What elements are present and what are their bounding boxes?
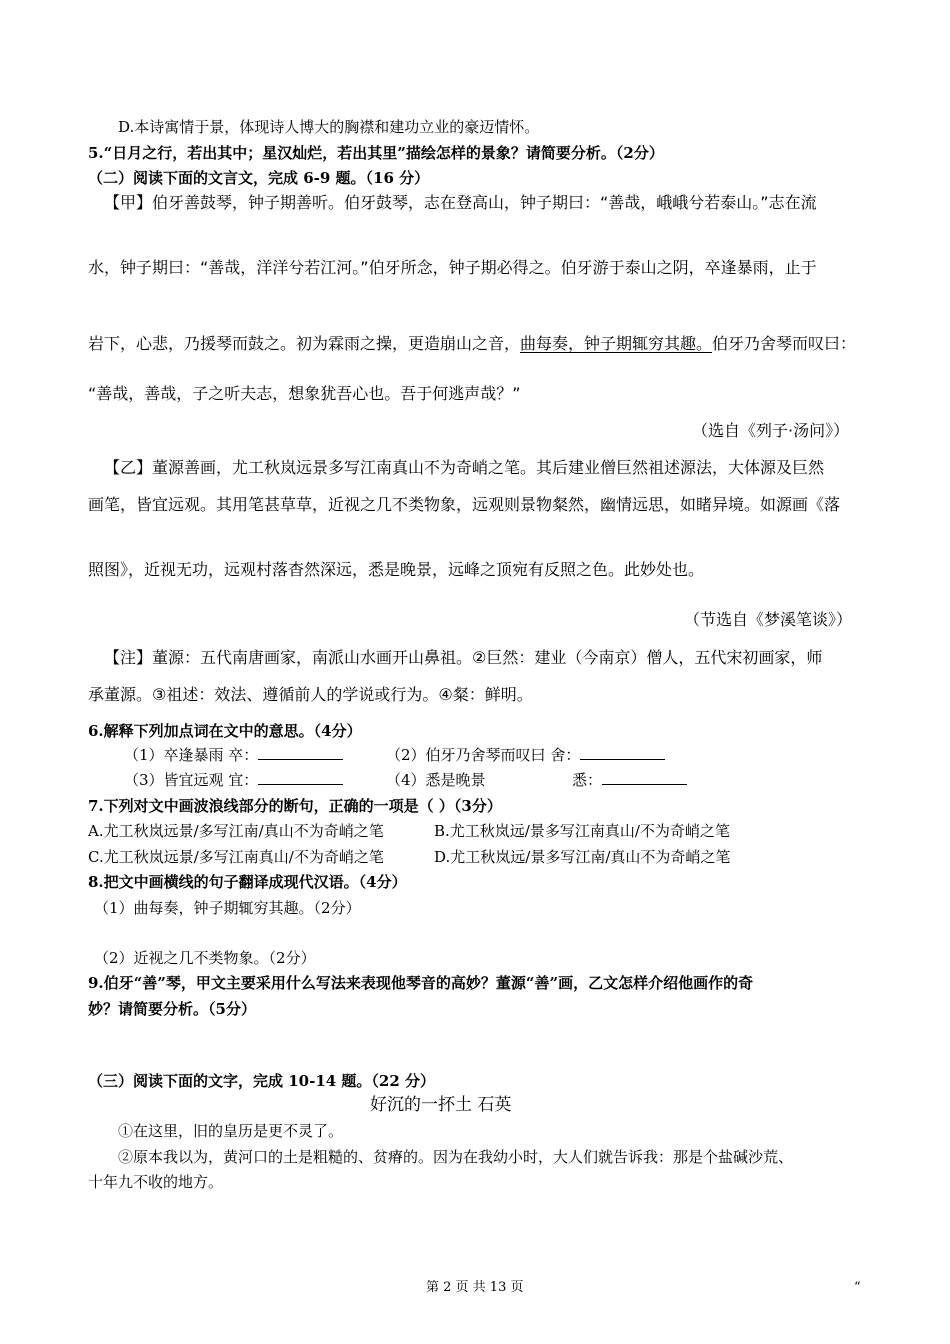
section-3-heading: （三）阅读下面的文字，完成 10-14 题。（22 分） [88,1072,436,1090]
passage-yi-line-1: 【乙】董源善画，尤工秋岚远景多写江南真山不为奇峭之笔。其后建业僧巨然祖述源法，大体源及巨然 [104,458,825,477]
passage-jia-line-3-tail: 伯牙乃舍琴而叹曰： [712,334,857,353]
source-1: （选自《列子·汤问》） [692,421,850,440]
source-2: （节选自《梦溪笔谈》） [684,610,853,629]
q6-item-4: （4）悉是晚景 [386,771,486,789]
question-5: 5.“日月之行，若出其中；星汉灿烂，若出其里”描绘怎样的景象？请简要分析。（2分） [88,144,664,162]
passage-jia-line-2: 水，钟子期曰：“善哉，洋洋兮若江河。”伯牙所念，钟子期必得之。伯牙游于泰山之阴，卒逢暴雨，止于 [88,258,817,277]
q6-item-1-text: （1）卒逢暴雨 卒： [124,746,259,764]
question-6: 6.解释下列加点词在文中的意思。（4分） [88,722,362,740]
q6-answer-blank-1[interactable] [258,745,343,760]
q6-item-1 [124,745,343,765]
q7-option-b: B.尤工秋岚远/景多写江南真山/不为奇峭之笔 [434,822,730,840]
passage-jia-line-3-text: 岩下，心悲，乃援琴而鼓之。初为霖雨之操，更造崩山之音， [88,334,521,353]
q7-option-d: D.尤工秋岚远/景多写江南/真山不为奇峭之笔 [434,848,731,866]
q6-item-3-text: （3）皆宜远观 宜： [124,771,259,789]
q6-answer-blank-4[interactable] [602,770,687,785]
page-footer: 第 2 页 共 13 页 [426,1280,524,1295]
q6-item-2-text: （2）伯牙乃舍琴而叹曰 舍： [386,746,581,764]
passage-jia-line-1: 【甲】伯牙善鼓琴，钟子期善听。伯牙鼓琴，志在登高山，钟子期曰：“善哉，峨峨兮若泰山。”志在流 [104,193,817,212]
note-line-1: 【注】董源：五代南唐画家，南派山水画开山鼻祖。②巨然：建业（今南京）僧人，五代宋初画家，师 [104,648,823,667]
corner-mark: “ [854,1280,861,1295]
passage-yi-line-3: 照图》，近视无功，远观村落杳然深远，悉是晚景，远峰之顶宛有反照之色。此妙处也。 [88,560,705,579]
paragraph-2-line-2: 十年九不收的地方。 [88,1173,224,1191]
question-9-line-1: 9.伯牙“善”琴，甲文主要采用什么写法来表现他琴音的高妙？董源“善”画，乙文怎样介绍他画作的奇 [88,974,754,992]
q6-item-4-label [572,770,687,790]
q7-option-a: A.尤工秋岚远景/多写江南/真山不为奇峭之笔 [88,822,384,840]
paragraph-2-line-1: ②原本我以为，黄河口的土是粗糙的、贫瘠的。因为在我幼小时，大人们就告诉我：那是个盐碱沙荒、 [118,1148,794,1166]
underlined-sentence: 曲每奏，钟子期辄穷其趣。 [520,334,713,353]
q7-option-c: C.尤工秋岚远景/多写江南真山/不为奇峭之笔 [88,848,384,866]
section-2-heading: （二）阅读下面的文言文，完成 6-9 题。（16 分） [88,169,430,187]
q8-item-1: （1）曲每奏，钟子期辄穷其趣。（2分） [94,899,361,917]
q6-item-2 [386,745,665,765]
q8-item-2: （2）近视之几不类物象。（2分） [94,949,316,967]
note-line-2: 承董源。③祖述：效法、遵循前人的学说或行为。④粲：鲜明。 [88,685,533,704]
passage-yi-line-2: 画笔，皆宜远观。其用笔甚草草，近视之几不类物象，远观则景物粲然，幽情远思，如睹异境。如源画《落 [88,495,841,514]
essay-title: 好沉的一抔土 石英 [370,1095,512,1115]
question-9-line-2: 妙？请简要分析。（5分） [88,1000,256,1018]
q4-option-d: D.本诗寓情于景，体现诗人博大的胸襟和建功立业的豪迈情怀。 [118,118,540,136]
passage-jia-line-3 [88,333,856,355]
q6-answer-blank-3[interactable] [258,770,343,785]
paragraph-1: ①在这里，旧的皇历是更不灵了。 [118,1122,344,1140]
question-7: 7.下列对文中画波浪线部分的断句，正确的一项是（ ）（3分） [88,797,502,815]
passage-jia-line-4: “善哉，善哉，子之听夫志，想象犹吾心也。吾于何逃声哉？” [88,384,521,403]
q6-item-3 [124,770,343,790]
q6-item-4-label-text: 悉： [572,771,603,789]
q6-answer-blank-2[interactable] [580,745,665,760]
question-8: 8.把文中画横线的句子翻译成现代汉语。（4分） [88,873,407,891]
